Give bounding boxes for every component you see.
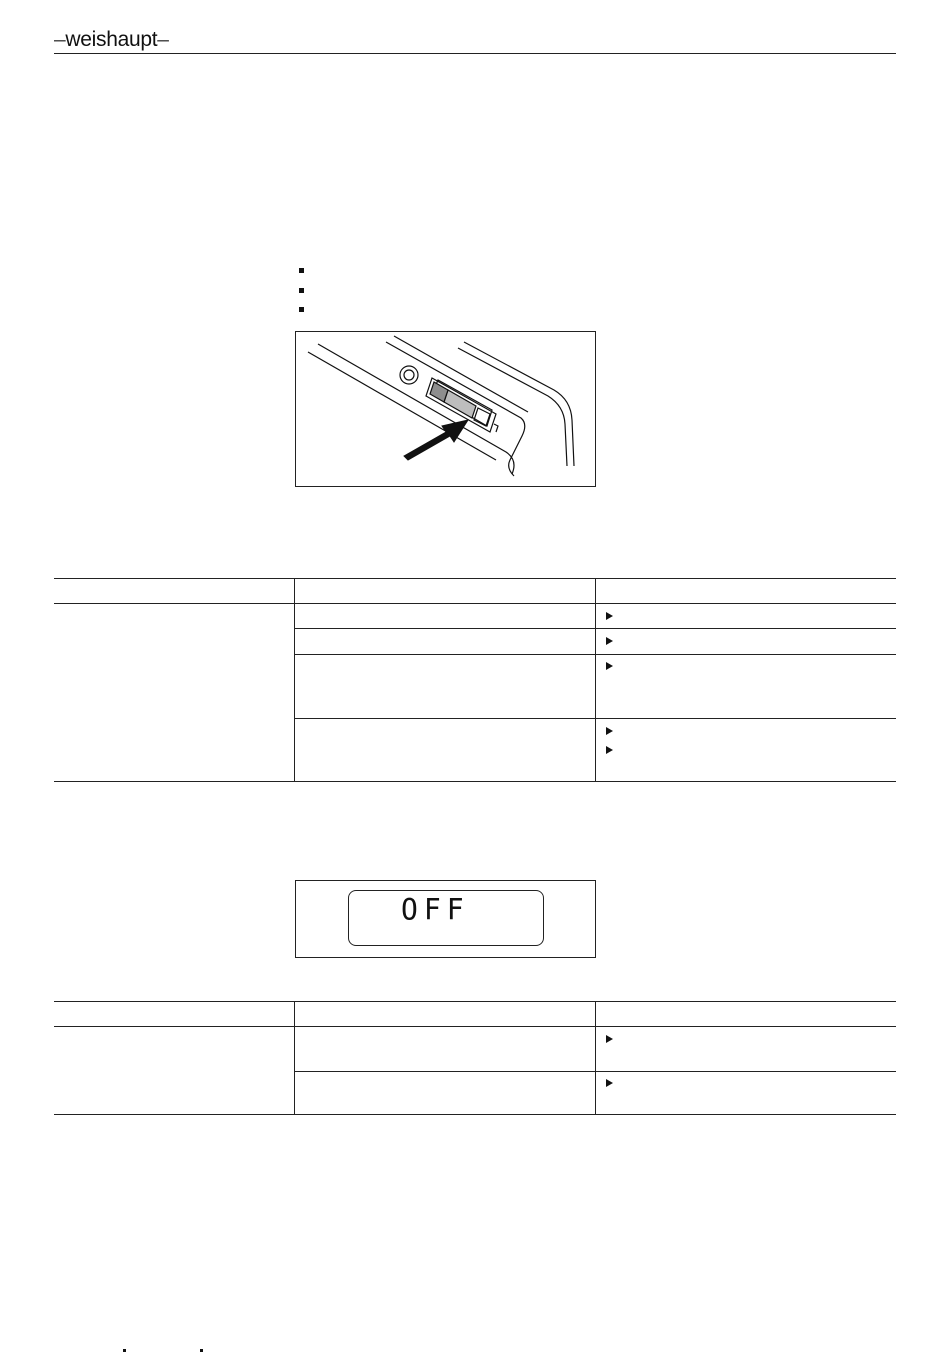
table1-bottom-rule	[54, 781, 896, 782]
brand-logo	[54, 28, 169, 52]
table1-row-rule	[294, 628, 896, 629]
table2-row-rule	[294, 1071, 896, 1072]
table1-row-rule	[294, 718, 896, 719]
footer-dot	[123, 1349, 126, 1352]
display-figure	[295, 880, 596, 958]
bullet-icon	[299, 288, 304, 293]
logo-dash-right: –	[157, 28, 169, 51]
table1-col-divider	[595, 578, 596, 782]
action-arrow-icon	[606, 637, 613, 645]
switch-figure	[295, 331, 596, 487]
lcd-display-text: OFF	[401, 892, 470, 927]
bullet-icon	[299, 307, 304, 312]
lcd-display	[348, 890, 544, 946]
footer-dot	[200, 1349, 203, 1352]
bullet-icon	[299, 268, 304, 273]
header-rule	[54, 53, 896, 54]
action-arrow-icon	[606, 662, 613, 670]
table2-col-divider	[294, 1001, 295, 1115]
table2-col-divider	[595, 1001, 596, 1115]
table2-top-rule	[54, 1001, 896, 1002]
table2-bottom-rule	[54, 1114, 896, 1115]
action-arrow-icon	[606, 612, 613, 620]
action-arrow-icon	[606, 1035, 613, 1043]
switch-illustration	[296, 332, 595, 486]
table2-header-rule	[54, 1026, 896, 1027]
logo-dash-left: –	[54, 28, 66, 51]
action-arrow-icon	[606, 727, 613, 735]
action-arrow-icon	[606, 746, 613, 754]
action-arrow-icon	[606, 1079, 613, 1087]
table1-row-rule	[294, 654, 896, 655]
table1-col-divider	[294, 578, 295, 782]
logo-wordmark: weishaupt	[65, 28, 158, 51]
table1-top-rule	[54, 578, 896, 579]
table1-header-rule	[54, 603, 896, 604]
